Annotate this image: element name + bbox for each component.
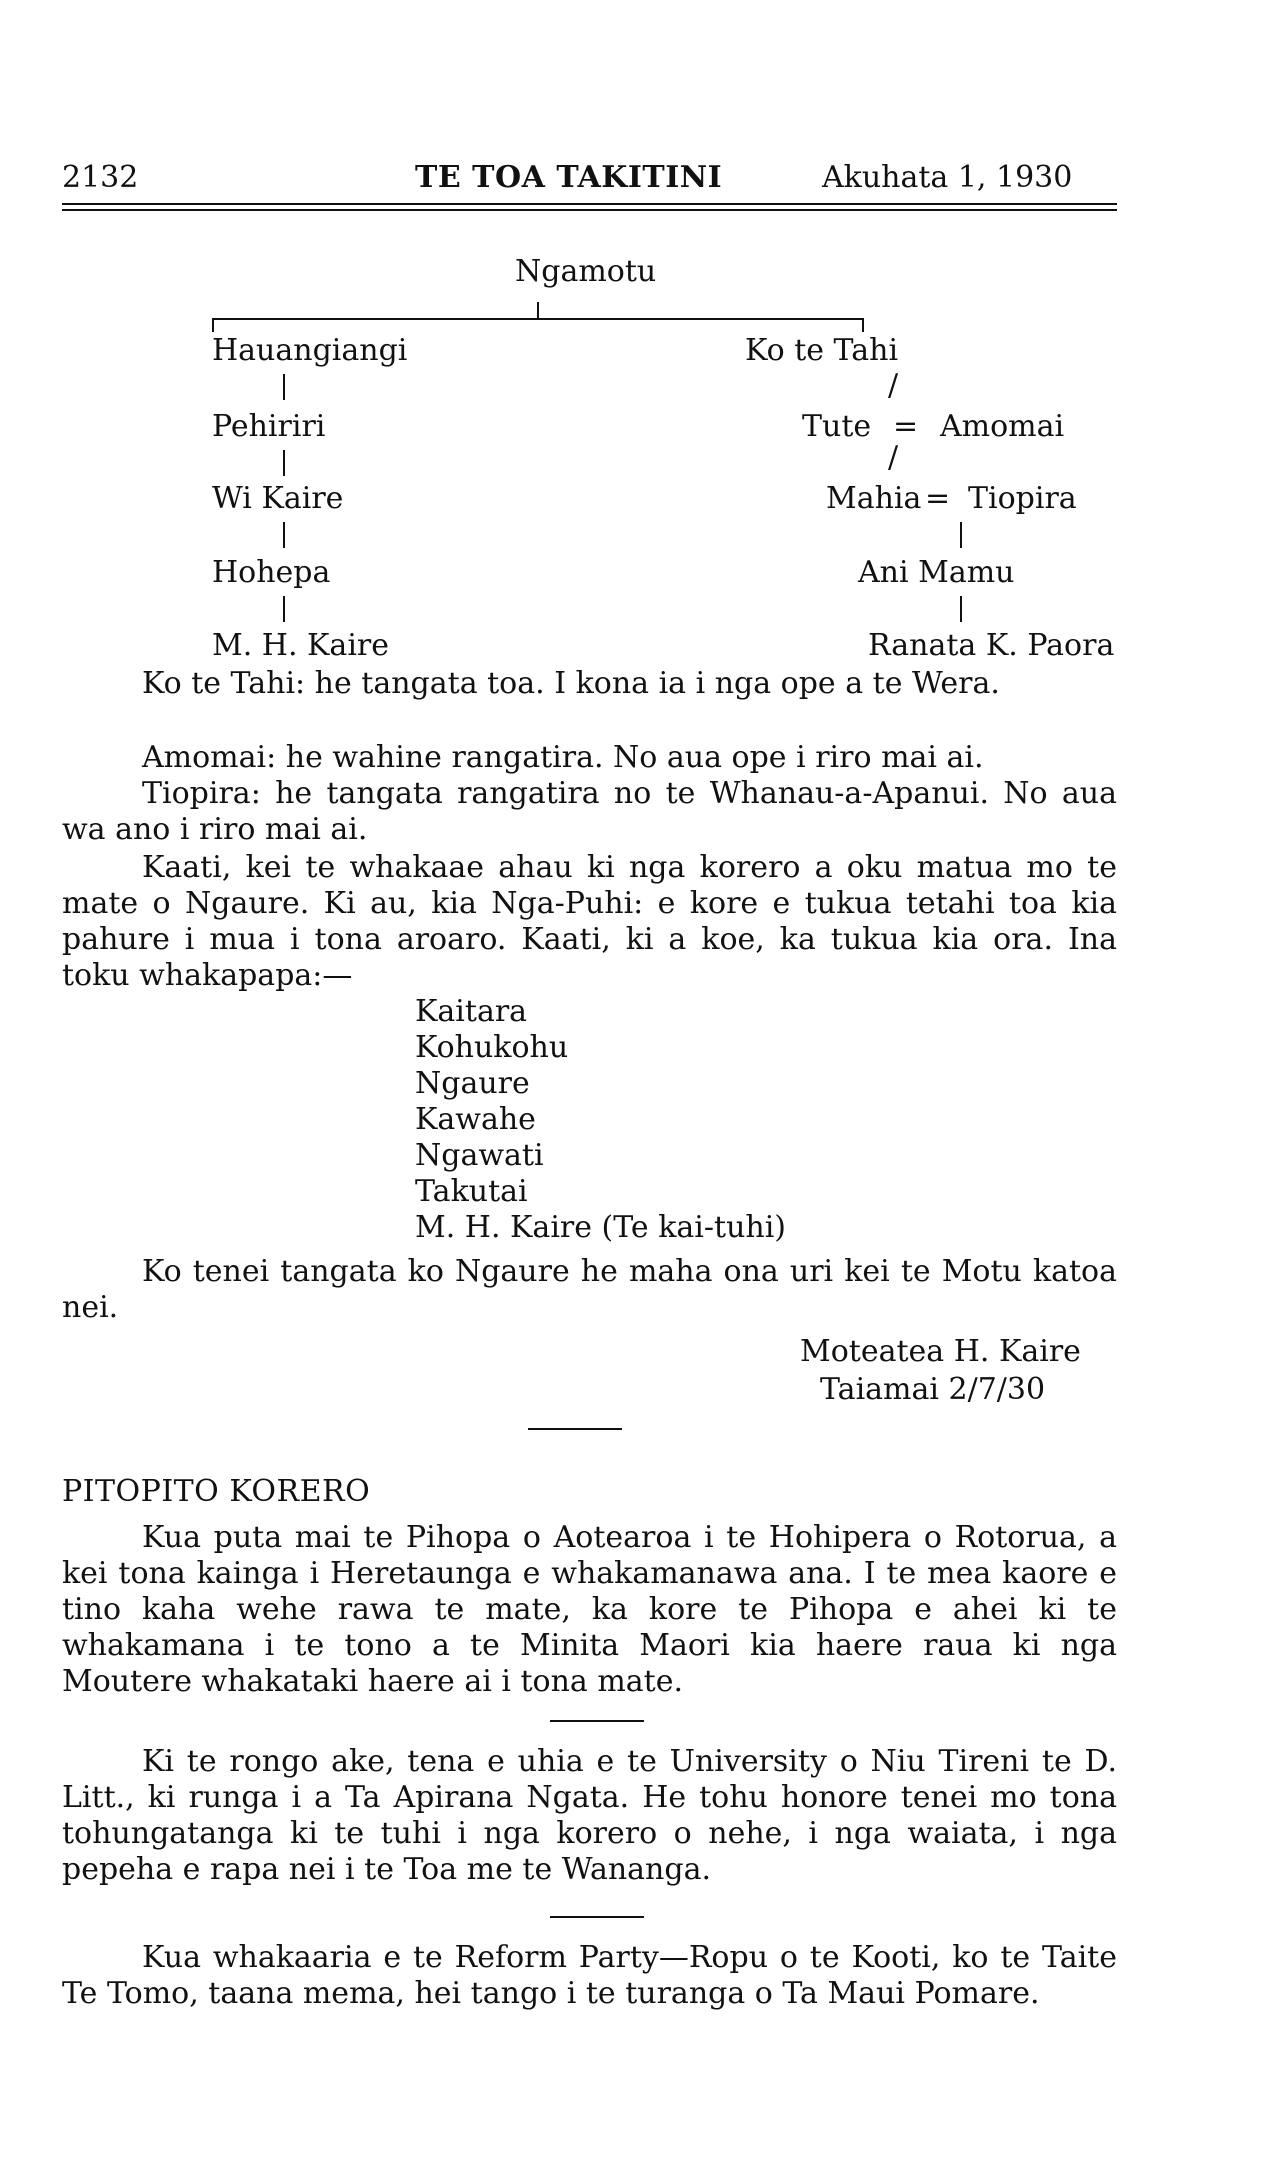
lineage-name: Kohukohu [415,1030,569,1065]
tree-branch-center-tick [537,302,539,318]
tree-link [960,522,962,548]
tree-name-hohepa: Hohepa [212,555,331,590]
news-item-reform-party: Kua whakaaria e te Reform Party—Ropu o te Kooti, ko te Taite Te Tomo, taana mema, hei tango i te turanga o Ta Maui Pomare. [62,1940,1117,2011]
issue-date: Akuhata 1, 1930 [822,160,1073,195]
tree-link [283,374,285,400]
tree-name-tiopira: Tiopira [968,481,1077,516]
genealogy-tree [0,0,1280,700]
tree-name-ani-mamu: Ani Mamu [858,555,1015,590]
section-divider [528,1428,622,1430]
tree-link [960,596,962,622]
tree-name-mh-kaire: M. H. Kaire [212,628,390,663]
signature-place-date: Taiamai 2/7/30 [820,1372,1046,1407]
tree-descent-slash: / [888,440,899,475]
tree-marriage-sign: = [893,409,919,444]
tree-link [283,596,285,622]
tree-branch-left-tick [212,318,214,332]
paragraph-amomai: Amomai: he wahine rangatira. No aua ope i riro mai ai. [142,740,984,775]
tree-marriage-sign: = [925,481,951,516]
tree-root-name: Ngamotu [515,254,657,289]
journal-title: TE TOA TAKITINI [415,160,723,195]
tree-name-mahia: Mahia [826,481,922,516]
tree-name-ko-te-tahi: Ko te Tahi [745,333,899,368]
news-divider [550,1916,644,1918]
page-number: 2132 [62,160,139,195]
paragraph-ngaure: Ko tenei tangata ko Ngaure he maha ona uri kei te Motu katoa nei. [62,1254,1117,1325]
tree-descent-slash: / [888,368,899,403]
tree-name-wi-kaire: Wi Kaire [212,481,344,516]
news-item-university: Ki te rongo ake, tena e uhia e te University o Niu Tireni te D. Litt., ki runga i a Ta Apirana Ngata. He tohu honore tenei mo tona tohungatanga ki te tuhi i nga korero o nehe, i nga waiata, i nga pepeha e rapa nei i te Toa me te Wananga. [62,1744,1117,1887]
lineage-name: Ngaure [415,1066,530,1101]
news-divider [550,1720,644,1722]
lineage-name: Kaitara [415,994,528,1029]
lineage-name: M. H. Kaire (Te kai-tuhi) [415,1210,787,1245]
tree-link [283,450,285,476]
news-item-pihopa: Kua puta mai te Pihopa o Aotearoa i te Hohipera o Rotorua, a kei tona kainga i Heretaunga e whakamanawa ana. I te mea kaore e tino kaha wehe rawa te mate, ka kore te Pihopa e ahei ki te whakamana i te tono a te Minita Maori kia haere raua ki nga Moutere whakataki haere ai i tona mate. [62,1520,1117,1699]
tree-branch-right-tick [862,318,864,332]
tree-name-hauangiangi: Hauangiangi [212,333,408,368]
lineage-name: Kawahe [415,1102,536,1137]
tree-branch-line [212,318,864,320]
whakapapa-list [415,994,786,1246]
section-title: PITOPITO KORERO [62,1474,371,1509]
lineage-name: Ngawati [415,1138,544,1173]
paragraph-kaati: Kaati, kei te whakaae ahau ki nga korero a oku matua mo te mate o Ngaure. Ki au, kia Nga-Puhi: e kore e tukua tetahi toa kia pahure i mua i tona aroaro. Kaati, ki a koe, ka tukua kia ora. Ina toku whakapapa:— [62,850,1117,993]
tree-name-pehiriri: Pehiriri [212,409,326,444]
paragraph-tiopira: Tiopira: he tangata rangatira no te Whanau-a-Apanui. No aua wa ano i riro mai ai. [62,776,1117,847]
tree-name-amomai: Amomai [940,409,1065,444]
signature-name: Moteatea H. Kaire [800,1334,1081,1369]
paragraph-ko-te-tahi: Ko te Tahi: he tangata toa. I kona ia i nga ope a te Wera. [142,666,1000,701]
tree-name-tute: Tute [802,409,872,444]
lineage-name: Takutai [415,1174,528,1209]
tree-name-ranata-k-paora: Ranata K. Paora [868,628,1115,663]
tree-link [283,522,285,548]
